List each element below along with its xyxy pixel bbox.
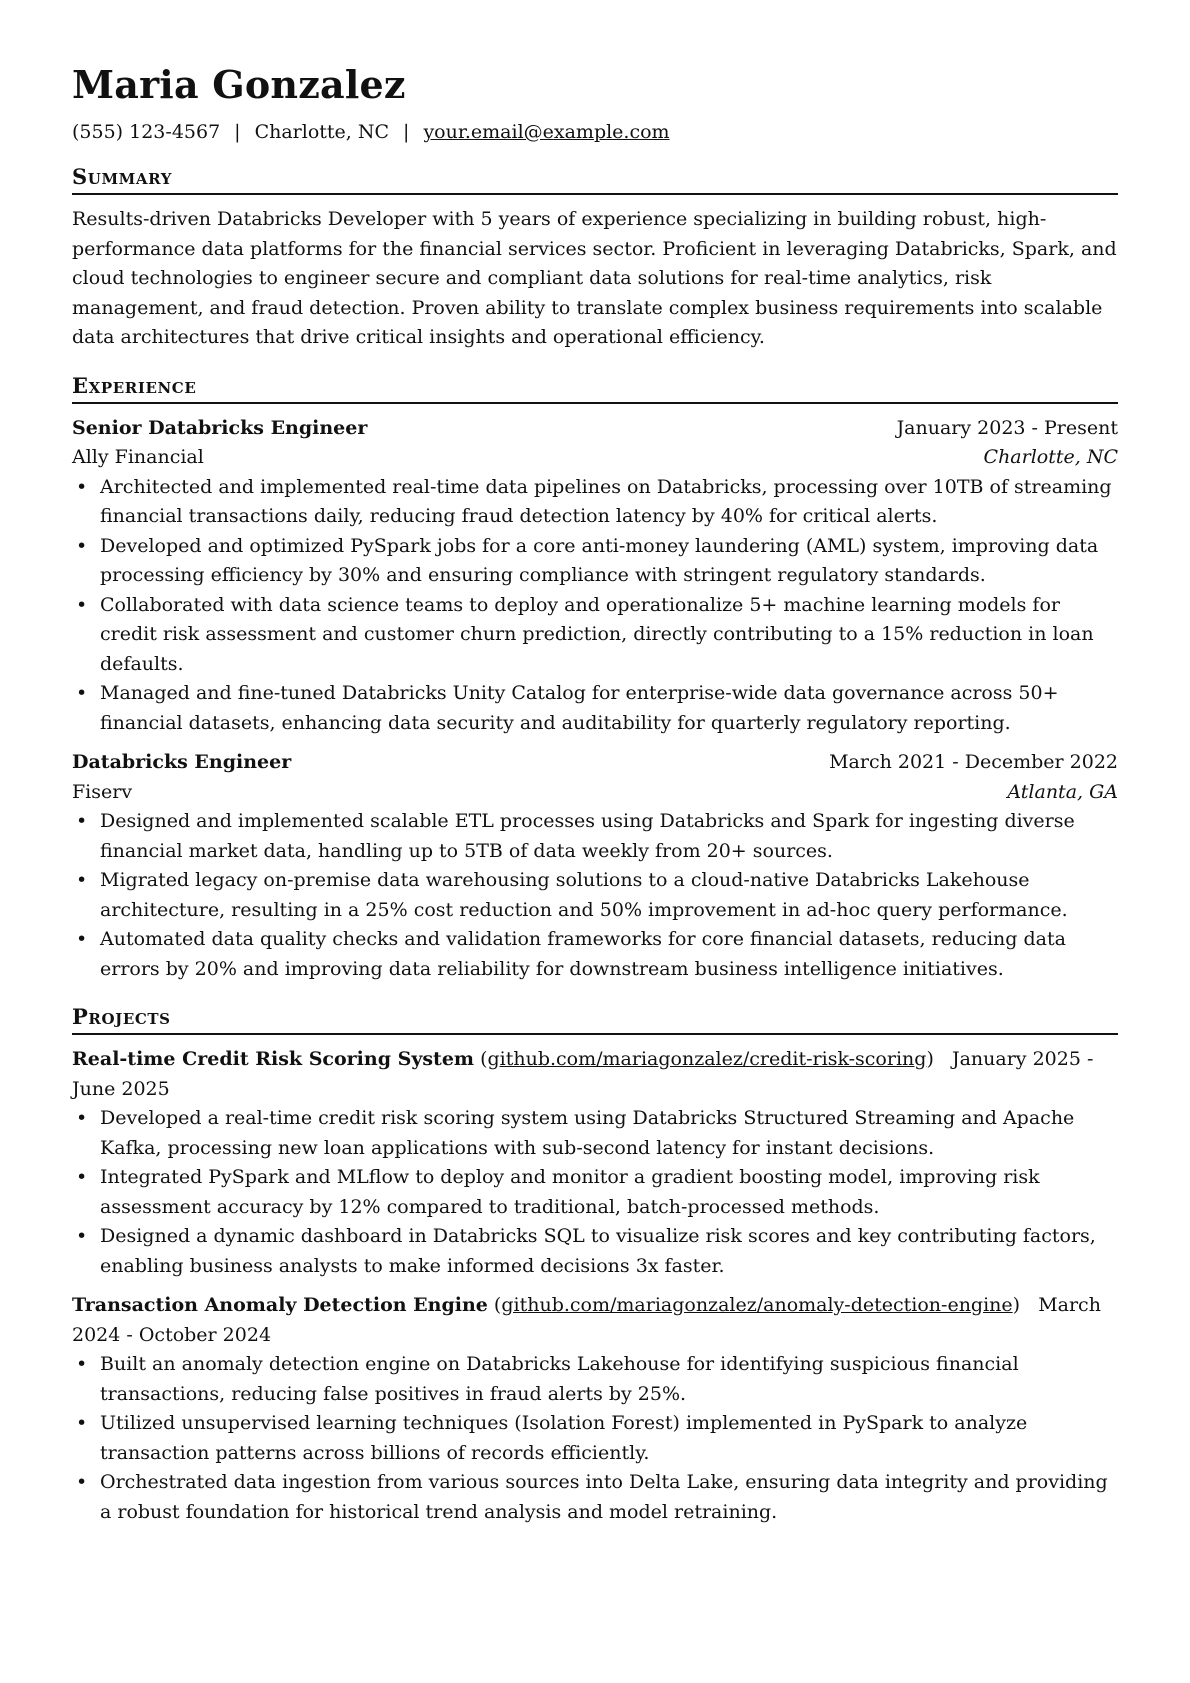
bullet-item: • Managed and fine-tuned Databricks Unity Catalog for enterprise-wide data governance across 50+ financial datasets, enhancing data security and auditability for quarterly regulatory reporting. <box>100 679 1118 738</box>
bullet-item: • Automated data quality checks and validation frameworks for core financial datasets, reducing data errors by 20% and improving data reliability for downstream business intelligence initiatives. <box>100 925 1118 984</box>
job-subheader <box>72 778 1118 808</box>
job-bullets <box>72 807 1118 984</box>
contact-separator: | <box>403 121 410 143</box>
bullet-item: • Developed a real-time credit risk scoring system using Databricks Structured Streaming and Apache Kafka, processing new loan applications with sub-second latency for instant decisions. <box>100 1104 1118 1163</box>
bullet-item: • Orchestrated data ingestion from various sources into Delta Lake, ensuring data integrity and providing a robust foundation for historical trend analysis and model retraining. <box>100 1468 1118 1527</box>
job-company: Ally Financial <box>72 446 204 468</box>
job-dates: March 2021 - December 2022 <box>829 751 1118 773</box>
summary-heading: Summary <box>72 164 1118 195</box>
job-header <box>72 414 1118 444</box>
job-subheader <box>72 443 1118 473</box>
project-title: Real-time Credit Risk Scoring System <box>72 1048 475 1070</box>
project-link[interactable]: github.com/mariagonzalez/credit-risk-scoring <box>487 1048 927 1070</box>
project-bullets <box>72 1350 1118 1527</box>
job-location: Atlanta, GA <box>1007 780 1118 803</box>
email-link[interactable]: your.email@example.com <box>423 121 670 143</box>
projects-heading: Projects <box>72 1004 1118 1035</box>
job-entry <box>72 748 1118 984</box>
location: Charlotte, NC <box>254 121 390 143</box>
project-header: Transaction Anomaly Detection Engine (github.com/mariagonzalez/anomaly-detection-engine) March 2024 - October 2024 <box>72 1294 1101 1346</box>
project-entry <box>72 1291 1118 1527</box>
bullet-item: • Collaborated with data science teams to deploy and operationalize 5+ machine learning models for credit risk assessment and customer churn prediction, directly contributing to a 15% reduction in loan defaults. <box>100 591 1118 680</box>
contact-separator: | <box>234 121 241 143</box>
bullet-item: • Utilized unsupervised learning techniques (Isolation Forest) implemented in PySpark to analyze transaction patterns across billions of records efficiently. <box>100 1409 1118 1468</box>
job-title: Databricks Engineer <box>72 751 292 773</box>
project-dates: March 2024 - October 2024 <box>72 1294 1101 1346</box>
project-link[interactable]: github.com/mariagonzalez/anomaly-detection-engine <box>501 1294 1013 1316</box>
contact-line <box>72 120 1118 144</box>
job-header <box>72 748 1118 778</box>
bullet-item: • Architected and implemented real-time data pipelines on Databricks, processing over 10TB of streaming financial transactions daily, reducing fraud detection latency by 40% for critical alerts. <box>100 473 1118 532</box>
experience-heading: Experience <box>72 373 1118 404</box>
bullet-item: • Developed and optimized PySpark jobs for a core anti-money laundering (AML) system, improving data processing efficiency by 30% and ensuring compliance with stringent regulatory standards. <box>100 532 1118 591</box>
project-header: Real-time Credit Risk Scoring System (github.com/mariagonzalez/credit-risk-scoring) January 2025 - June 2025 <box>72 1048 1094 1100</box>
phone-number: (555) 123-4567 <box>72 121 221 143</box>
job-bullets <box>72 473 1118 739</box>
bullet-item: • Designed and implemented scalable ETL processes using Databricks and Spark for ingesting diverse financial market data, handling up to 5TB of data weekly from 20+ sources. <box>100 807 1118 866</box>
candidate-name: Maria Gonzalez <box>72 62 406 107</box>
project-dates: January 2025 - June 2025 <box>72 1048 1094 1100</box>
project-entry <box>72 1045 1118 1281</box>
bullet-item: • Designed a dynamic dashboard in Databricks SQL to visualize risk scores and key contributing factors, enabling business analysts to make informed decisions 3x faster. <box>100 1222 1118 1281</box>
job-title: Senior Databricks Engineer <box>72 416 368 439</box>
bullet-item: • Migrated legacy on-premise data warehousing solutions to a cloud-native Databricks Lakehouse architecture, resulting in a 25% cost reduction and 50% improvement in ad-hoc query performance. <box>100 866 1118 925</box>
bullet-item: • Integrated PySpark and MLflow to deploy and monitor a gradient boosting model, improving risk assessment accuracy by 12% compared to traditional, batch-processed methods. <box>100 1163 1118 1222</box>
job-entry <box>72 414 1118 739</box>
job-company: Fiserv <box>72 780 133 803</box>
project-bullets <box>72 1104 1118 1281</box>
project-title: Transaction Anomaly Detection Engine <box>72 1294 488 1316</box>
job-dates: January 2023 - Present <box>896 416 1118 439</box>
job-location: Charlotte, NC <box>983 446 1118 468</box>
summary-text: Results-driven Databricks Developer with 5 years of experience specializing in building robust, high-performance data platforms for the financial services sector. Proficient in leveraging Databricks, Spark, and cloud technologies to engineer secure and compliant data solutions for real-time analytics, risk management, and fraud detection. Proven ability to translate complex business requirements into scalable data architectures that drive critical insights and operational efficiency. <box>72 208 1117 348</box>
bullet-item: • Built an anomaly detection engine on Databricks Lakehouse for identifying suspicious financial transactions, reducing false positives in fraud alerts by 25%. <box>100 1350 1118 1409</box>
